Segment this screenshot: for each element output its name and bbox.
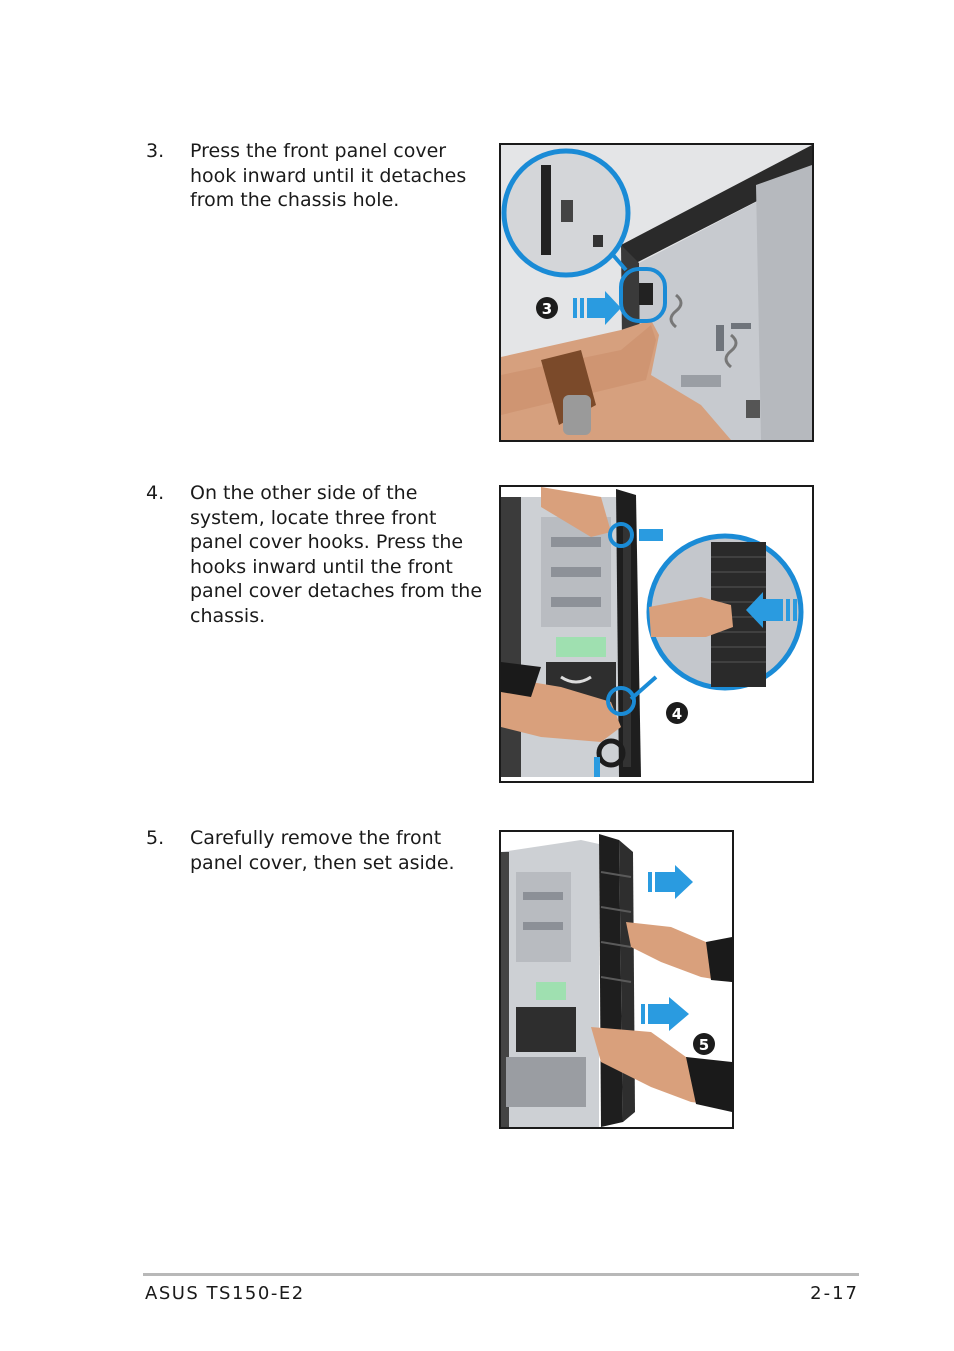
callout-5-icon — [693, 1033, 715, 1055]
svg-text:5: 5 — [698, 1036, 710, 1054]
figure-step-5 — [499, 830, 734, 1129]
step-line: panel cover, then set aside. — [190, 851, 455, 874]
step-number: 5. — [146, 827, 165, 849]
footer-product: ASUS TS150-E2 — [145, 1283, 305, 1304]
step-text — [190, 139, 466, 213]
footer-page-number: 2-17 — [810, 1283, 859, 1304]
step-line: hook inward until it detaches — [190, 164, 467, 187]
step-text — [190, 826, 455, 875]
step-line: from the chassis hole. — [190, 189, 400, 211]
step-text — [190, 481, 482, 628]
svg-text:3: 3 — [541, 300, 553, 318]
step-number: 4. — [146, 482, 165, 504]
footer-rule — [143, 1273, 859, 1276]
figure-step-4 — [499, 485, 814, 783]
callout-3-icon — [536, 297, 558, 319]
step-line: system, locate three front — [190, 506, 437, 529]
figure-step-3 — [499, 143, 814, 442]
step-line: On the other side of the — [190, 482, 418, 504]
step-line: panel cover hooks. Press the — [190, 531, 464, 553]
step-line: Press the front panel cover — [190, 140, 447, 162]
step-line: Carefully remove the front — [190, 827, 442, 849]
step-line: panel cover detaches from the — [190, 580, 483, 602]
step-number: 3. — [146, 140, 165, 162]
step-line: hooks inward until the front — [190, 555, 453, 578]
step-line: chassis. — [190, 604, 266, 627]
svg-text:4: 4 — [671, 705, 683, 723]
callout-4-icon — [666, 702, 688, 724]
